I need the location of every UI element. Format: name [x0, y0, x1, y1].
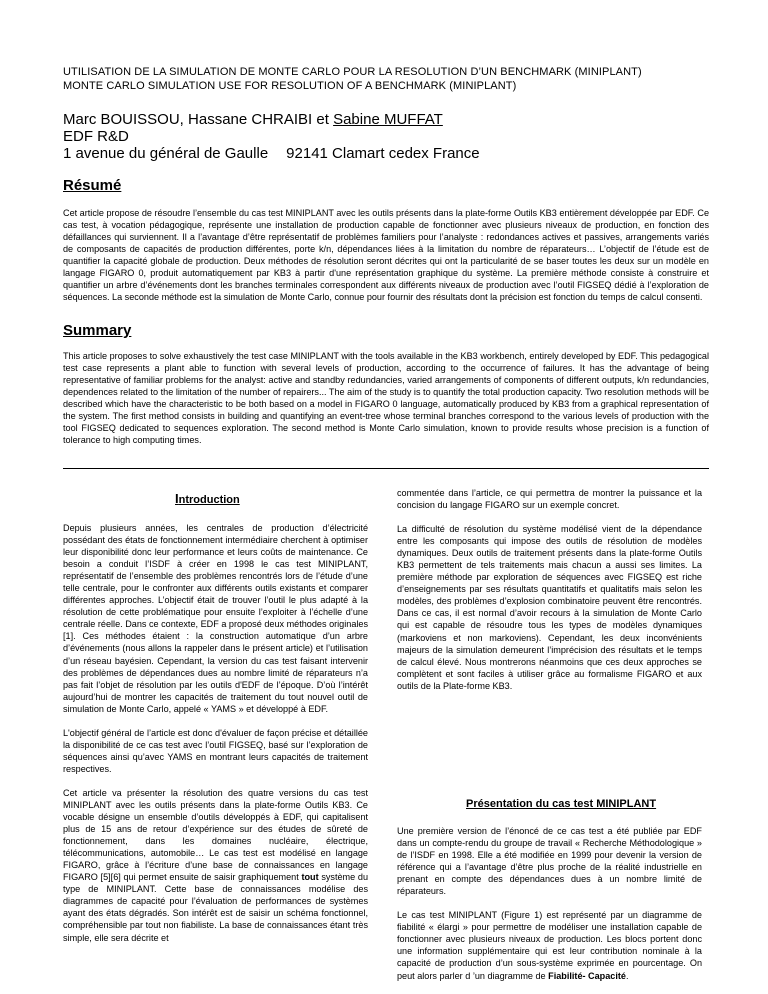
right-column-bottom	[397, 825, 702, 982]
address	[63, 145, 480, 162]
introduction-heading-initial: I	[175, 491, 179, 506]
introduction-paragraph-2: L'objectif général de l’article est donc d'évaluer de façon précise et détaillée la disponibilité de ce cas test avec l’outil FIGSEQ, basé sur l’exploration de séquences ainsi qu’avec YAMS en montrant leurs capacités de traitement respectives.	[63, 727, 368, 774]
resume-text: Cet article propose de résoudre l’ensemble du cas test MINIPLANT avec les outils présents dans la plate-forme Outils KB3 entièrement développée par EDF. Ce cas test, à vocation pédagogique, représente une installation de production capable de fonctionner avec plusieurs niveaux de production, en fonction des défaillances qui surviennent. Il a l’avantage d’être représentatif de problèmes familiers pour l’analyste : redondances actives et passives, arrangements variés de composants de capacités de production différentes, porte k/n, dépendances liées à la limitation du nombre de réparateurs… L’objectif de l’étude est de quantifier la capacité globale de production. Deux méthodes de résolution seront décrites qui ont la particularité de se baser toutes les deux sur un modèle en langage FIGARO 0, produit automatiquement par KB3 à partir d'une représentation graphique du système. La première méthode consiste à construire et quantifier un arbre d’événements dont les branches terminales correspondent aux différents niveaux de production avec l’outil FIGSEQ dédié à l’exploration de séquences. La seconde méthode est la simulation de Monte Carlo, connue pour fournir des résultats dont la précision est fonction du temps de calcul consenti.	[63, 208, 709, 303]
title-french: UTILISATION DE LA SIMULATION DE MONTE CARLO POUR LA RESOLUTION D’UN BENCHMARK (MINIPLANT)	[63, 66, 642, 78]
introduction-paragraph-3-bold: tout	[301, 872, 319, 883]
right-paragraph-4-bold: Fiabilité- Capacité	[548, 970, 626, 981]
introduction-paragraph-3	[63, 787, 368, 944]
address-city: 92141 Clamart cedex France	[286, 145, 480, 162]
right-column-top	[397, 487, 702, 692]
introduction-heading-rest: ntroduction	[178, 494, 240, 506]
summary-text: This article proposes to solve exhaustively the test case MINIPLANT with the tools available in the KB3 workbench, entirely developed by EDF. This pedagogical test case represents a plant able to function with several levels of production, according to the occurrence of failures. It has the advantage of being representative of familiar problems for the analyst: active and standby redundancies, varied arrangements of components of different outputs, k/n redundancies, dependences related to the limitation of the number of repairers... The aim of the study is to quantify the total production capacity. Two resolution methods will be described which have the characteristic to be both based on a model in FIGARO 0 language, automatically produced by KB3 from a graphical representation of the system. The first method consists in building and quantifying an event-tree whose terminal branches correspond to the various levels of production with the tool FIGSEQ dedicated to sequences exploration. The second method is Monte Carlo simulation, known to provide results whose precision is a function of tolerance to high computing times.	[63, 351, 709, 446]
summary-heading: Summary	[63, 322, 132, 339]
left-column	[63, 522, 368, 944]
author-names-plain: Marc BOUISSOU, Hassane CHRAIBI et	[63, 111, 334, 128]
introduction-heading	[175, 491, 240, 506]
section-divider	[63, 468, 709, 469]
right-paragraph-3: Une première version de l’énoncé de ce cas test a été publiée par EDF dans un compte-rendu du groupe de travail « Recherche Méthodologique » de l’ISDF en 1998. Elle a été modifiée en 1999 pour devenir la version de référence qui a l’avantage d’être plus proche de la réalité industrielle en prenant en compte des dépendances dues à un nombre limité de réparateurs.	[397, 826, 702, 897]
section-heading-presentation: Présentation du cas test MINIPLANT	[466, 798, 657, 810]
right-paragraph-2: La difficulté de résolution du système modélisé vient de la dépendance entre les composants qui impose des outils de résolution de modèles dynamiques. Deux outils de traitement présents dans la plate-forme Outils KB3 permettent de tels traitements mais chacun a aussi ses limites. La première méthode par exploration de séquences avec FIGSEQ est riche d’enseignements par ses résultats quantitatifs et qualitatifs mais selon les modèles, des problèmes d’explosion combinatoire peuvent être rencontrés. Dans ce cas, il est normal d’avoir recours à la simulation de Monte Carlo qui est capable de résoudre tous les types de modèles dynamiques (markoviens et non markoviens). Cependant, les deux inconvénients majeurs de la simulation demeurent l’imprécision des résultats et le temps de calcul élevé. Nous montrerons néanmoins que ces deux approches se complètent et sont faciles à utiliser grâce au formalisme FIGARO et aux outils de la Plate-forme KB3.	[397, 524, 702, 691]
resume-heading: Résumé	[63, 177, 122, 194]
right-paragraph-4-start: Le cas test MINIPLANT (Figure 1) est représenté par un diagramme de fiabilité « élargi » pour permettre de modéliser une installation capable de fonctionner avec plusieurs niveaux de production. Les blocs portent donc une information supplémentaire qui est leur contribution nominale à la capacité de production d’un sous-système exprimée en pourcentage. On peut alors parler d ’un diagramme de	[397, 910, 702, 981]
affiliation: EDF R&D	[63, 128, 129, 145]
right-paragraph-1: commentée dans l’article, ce qui permettra de montrer la puissance et la concision du langage FIGARO sur un exemple concret.	[397, 488, 702, 511]
right-paragraph-4-end: .	[625, 970, 629, 981]
author-names	[63, 111, 443, 128]
address-street: 1 avenue du général de Gaulle	[63, 145, 269, 162]
title-english: MONTE CARLO SIMULATION USE FOR RESOLUTION OF A BENCHMARK (MINIPLANT)	[63, 80, 517, 92]
introduction-paragraph-3-end: système du type de MINIPLANT. Cette base de connaissances modélise des diagrammes de capacité pour l’évaluation de performances de systèmes ayant des états dégradés. Son intérêt est de saisir un schéma fonctionnel, compréhensible par tout non fiabiliste. La base de connaissances étant très simple, elle sera décrite et	[63, 872, 368, 943]
introduction-paragraph-1: Depuis plusieurs années, les centrales de production d’électricité possédant des états de fonctionnement intermédiaire cherchent à optimiser leur disponibilité donc leur performance et leurs coûts de maintenance. Ce besoin a conduit l’ISDF à créer en 1998 le cas test MINIPLANT, représentatif de l’ensemble des problèmes rencontrés lors de l’étude d’une telle centrale, pour le confronter aux différents outils existants et comparer différentes approches. L’objectif était de trouver l’outil le plus adapté à la résolution de cette problématique pour ensuite l’exploiter à l’échelle d’une centrale réelle. Dans ce contexte, EDF a proposé deux méthodes originales [1]. Ces méthodes étaient : la construction automatique d’un arbre d’événements (nous allons la rappeler dans le présent article) et l’utilisation d’un réseau bayésien. Cependant, la version du cas test faisant intervenir des problèmes de dépendances dues au nombre limité de réparateurs n’a pas fait l’objet de résolution par les outils d'EDF de l’époque. D’où l’intérêt aujourd’hui de montrer les capacités de traitement du tout nouvel outil de simulation de Monte Carlo, appelé « YAMS » et développé à EDF.	[63, 523, 368, 714]
right-paragraph-4	[397, 909, 702, 981]
author-name-underlined: Sabine MUFFAT	[333, 111, 443, 128]
introduction-paragraph-3-start: Cet article va présenter la résolution des quatre versions du cas test MINIPLANT avec les outils présents dans la plate-forme Outils KB3. Ce vocable désigne un ensemble d’outils développés à EDF, qui capitalisent plus de 15 ans de retour d’expérience sur des études de sûreté de fonctionnement, dans les domaines nucléaire, électrique, télécommunications, automobile… Le cas test est modélisé en langage FIGARO, grâce à l’écriture d’une base de connaissances en langage FIGARO [5][6] qui permet ensuite de saisir graphiquement	[63, 787, 368, 883]
